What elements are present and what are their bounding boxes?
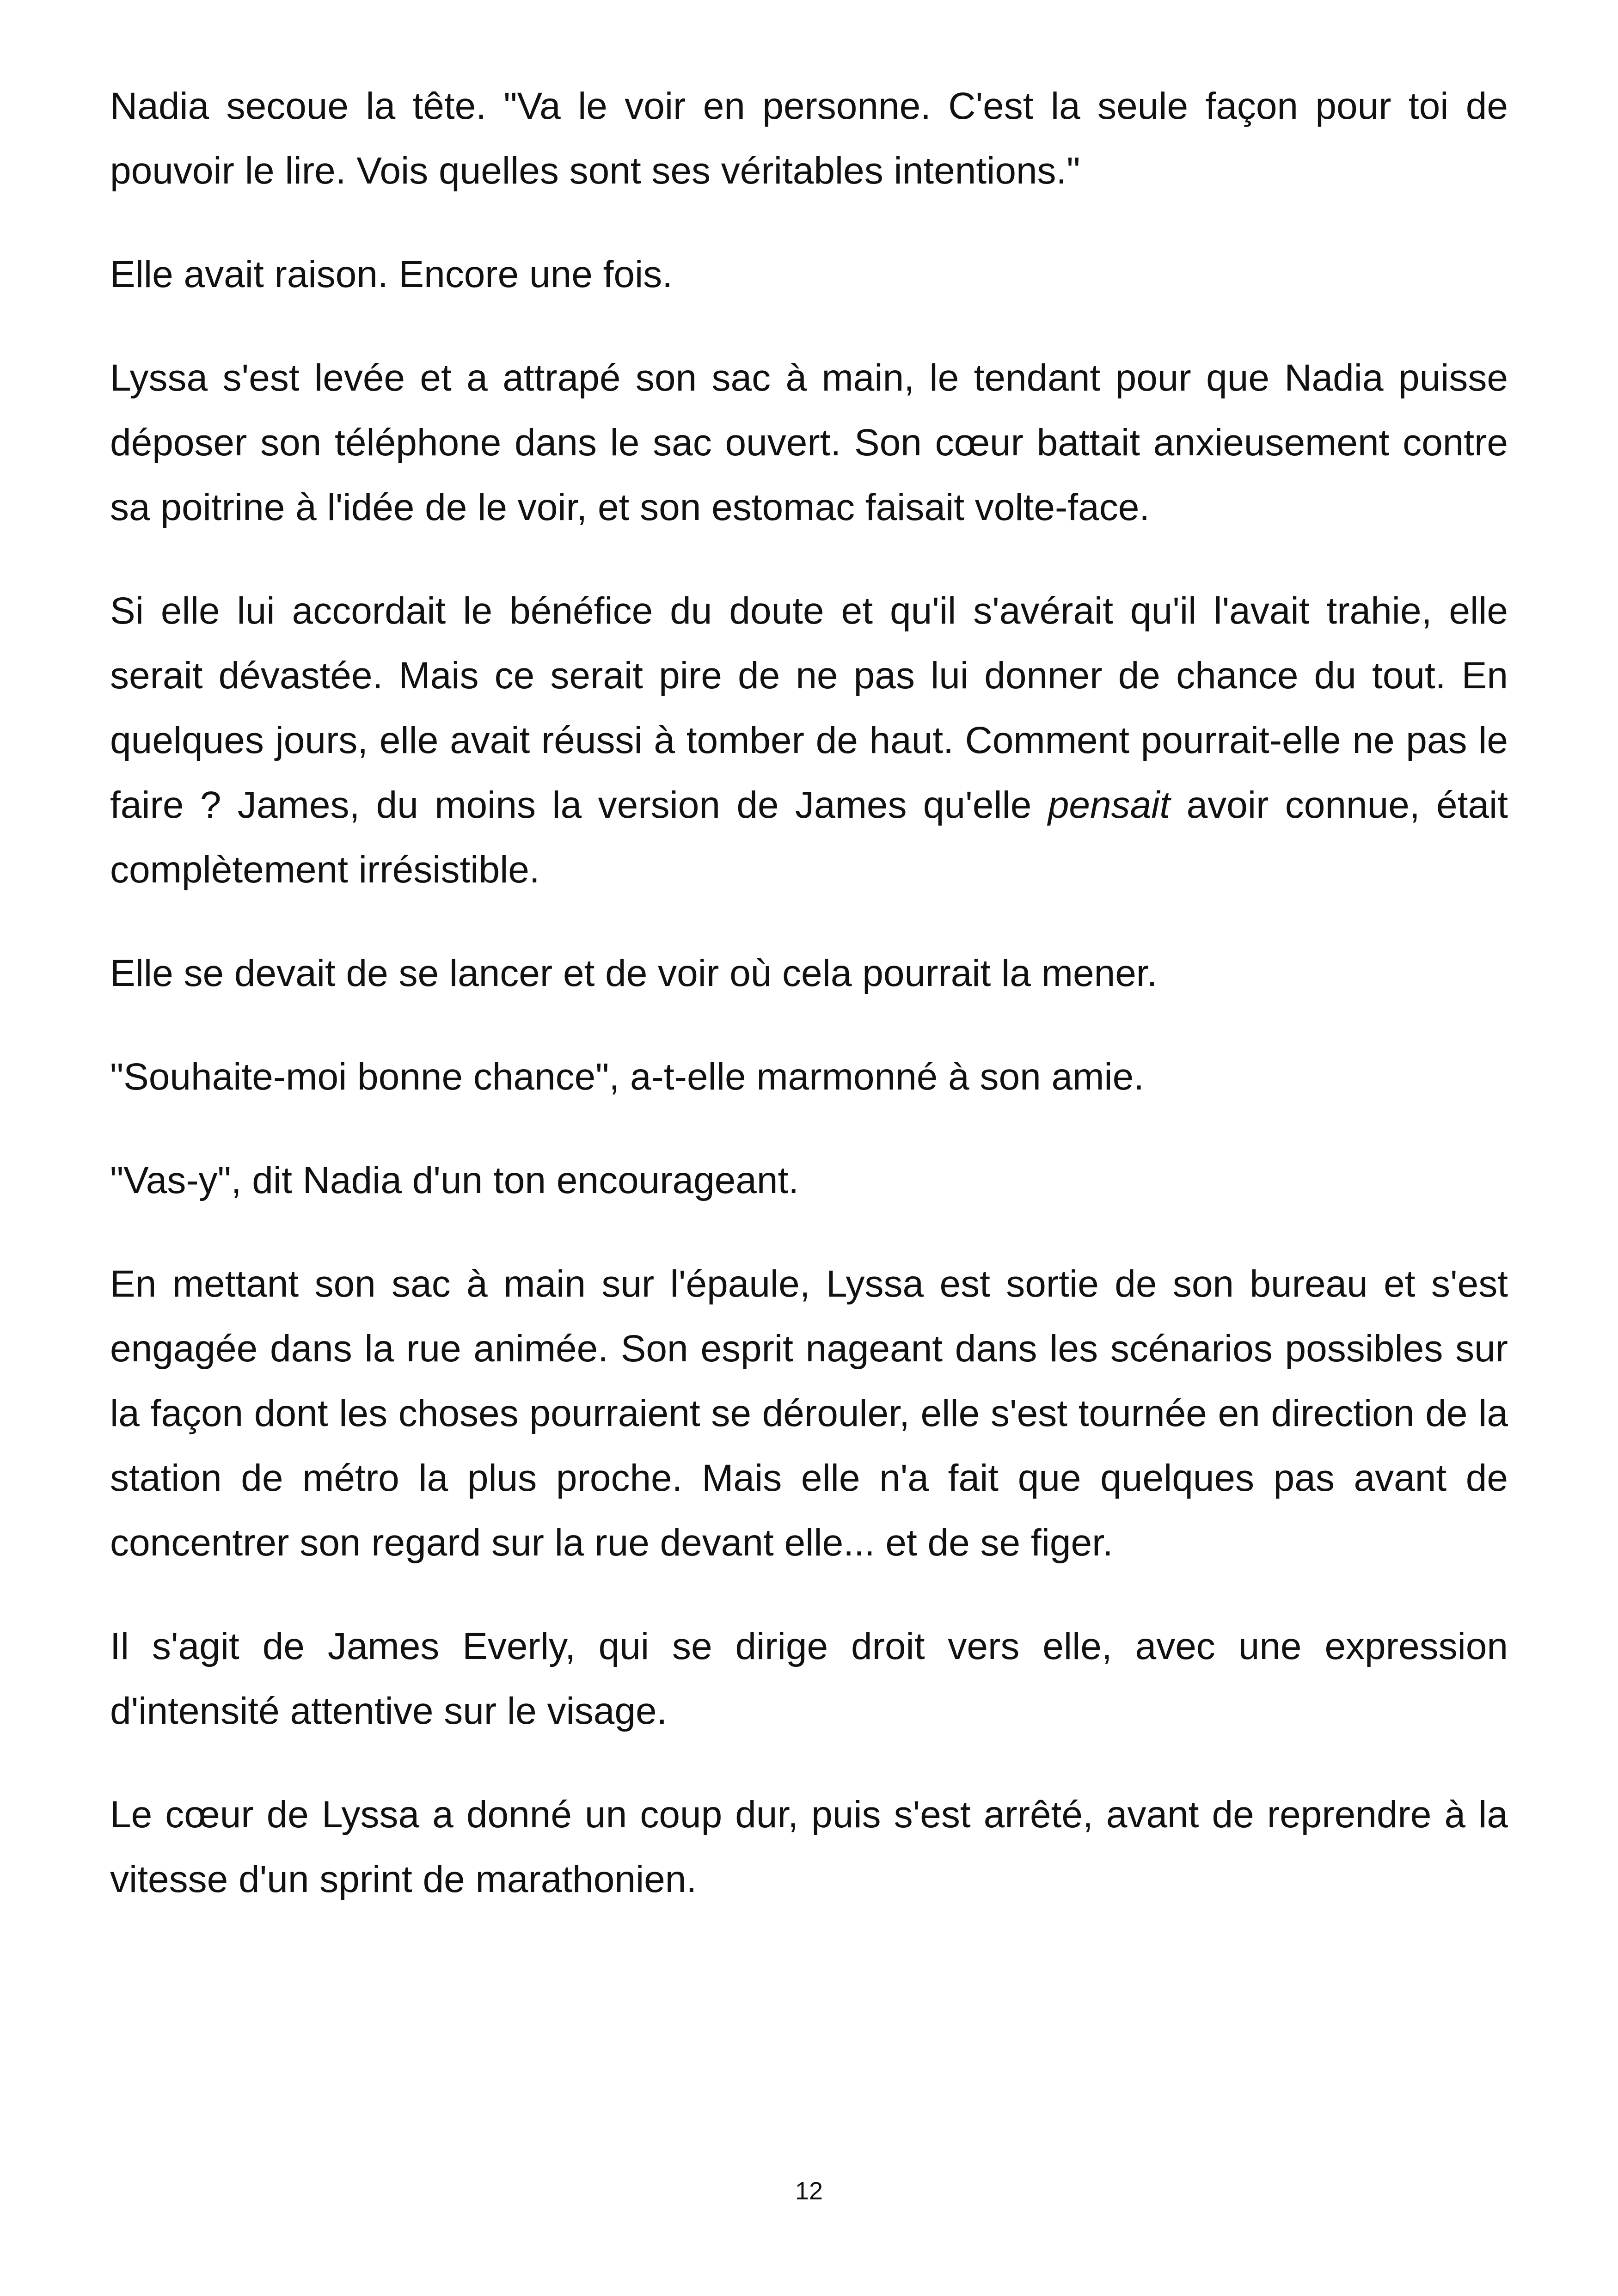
paragraph-1: Nadia secoue la tête. "Va le voir en personne. C'est la seule façon pour toi de pouvoir le lire. Vois quelles sont ses véritables intentions." bbox=[110, 85, 1508, 192]
paragraph-4 bbox=[110, 579, 1508, 902]
paragraph-6: "Souhaite-moi bonne chance", a-t-elle marmonné à son amie. bbox=[110, 1056, 1144, 1098]
paragraph-10: Le cœur de Lyssa a donné un coup dur, puis s'est arrêté, avant de reprendre à la vitesse d'un sprint de marathonien. bbox=[110, 1794, 1508, 1900]
paragraph-4-text-start: Si elle lui accordait le bénéfice du doute et qu'il s'avérait qu'il l'avait trahie, elle serait dévastée. Mais ce serait pire de ne pas lui donner de chance du tout. En quelques jours, elle avait réussi à tomber de haut. Comment pourrait-elle ne pas le faire ? James, du moins la version de James qu'elle bbox=[110, 590, 1508, 826]
body-text bbox=[110, 74, 1508, 1951]
paragraph-4-text-end: avoir connue, était complètement irrésistible. bbox=[110, 784, 1508, 891]
paragraph-5: Elle se devait de se lancer et de voir où cela pourrait la mener. bbox=[110, 952, 1158, 994]
page-number: 12 bbox=[795, 2177, 823, 2205]
paragraph-9: Il s'agit de James Everly, qui se dirige droit vers elle, avec une expression d'intensité attentive sur le visage. bbox=[110, 1625, 1508, 1732]
paragraph-2: Elle avait raison. Encore une fois. bbox=[110, 253, 673, 295]
paragraph-8: En mettant son sac à main sur l'épaule, Lyssa est sortie de son bureau et s'est engagée dans la rue animée. Son esprit nageant dans les scénarios possibles sur la façon dont les choses pourraient se dérouler, elle s'est tournée en direction de la station de métro la plus proche. Mais elle n'a fait que quelques pas avant de concentrer son regard sur la rue devant elle... et de se figer. bbox=[110, 1263, 1508, 1564]
paragraph-3: Lyssa s'est levée et a attrapé son sac à main, le tendant pour que Nadia puisse déposer son téléphone dans le sac ouvert. Son cœur battait anxieusement contre sa poitrine à l'idée de le voir, et son estomac faisait volte-face. bbox=[110, 357, 1508, 528]
paragraph-4-italic-word: pensait bbox=[1048, 784, 1171, 826]
paragraph-7: "Vas-y", dit Nadia d'un ton encourageant. bbox=[110, 1159, 799, 1201]
